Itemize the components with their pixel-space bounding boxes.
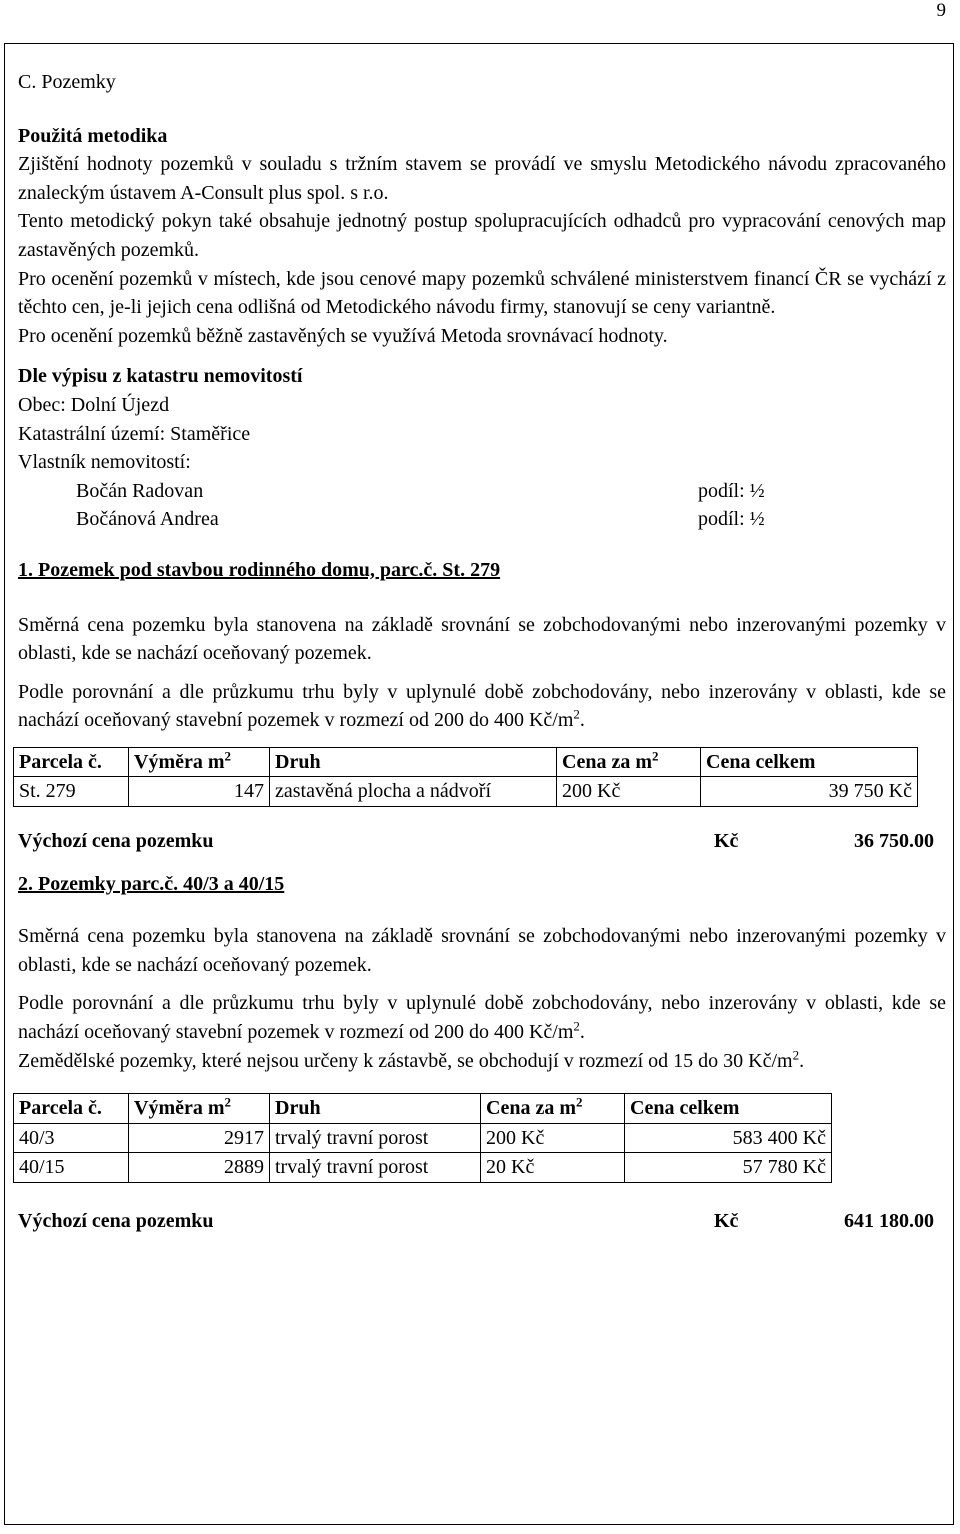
col-header-unit-price: Cena za $m^2$	[481, 1094, 625, 1124]
col-header-total-price: Cena celkem	[701, 747, 918, 777]
price-label: Výchozí cena pozemku	[18, 830, 214, 853]
cell-type: trvalý travní porost	[270, 1123, 481, 1153]
cell-parcel: St. 279	[14, 777, 129, 807]
cadastre-heading: Dle výpisu z katastru nemovitostí	[18, 365, 303, 388]
plot2-paragraph-1: Směrná cena pozemku byla stanovena na základě srovnání se zobchodovanými nebo inzerovanými pozemky v oblasti, kde se nachází oceňovaný pozemek.	[18, 925, 946, 976]
col-header-parcel: Parcela č.	[14, 747, 129, 777]
table-row	[14, 777, 918, 807]
owner-row	[18, 505, 946, 534]
plot1-price-row	[18, 827, 946, 856]
methodology-paragraph-4: Pro ocenění pozemků běžně zastavěných se využívá Metoda srovnávací hodnoty.	[18, 324, 668, 347]
owner-name: Bočánová Andrea	[76, 508, 219, 531]
plot1-section	[18, 556, 946, 856]
price-label: Výchozí cena pozemku	[18, 1210, 214, 1232]
col-header-type: Druh	[270, 1094, 481, 1124]
methodology-paragraph-3: Pro ocenění pozemků v místech, kde jsou cenové mapy pozemků schválené ministerstvem financí ČR se vychází z těchto cen, je-li jejich cena odlišná od Metodického návodu firmy, stanovují se ceny variantně.	[18, 267, 946, 319]
municipality: Obec: Dolní Újezd	[18, 393, 170, 416]
owner-row	[18, 477, 946, 506]
cell-total-price: 39 750 Kč	[701, 777, 918, 807]
plot1-paragraph-1: Směrná cena pozemku byla stanovena na základě srovnání se zobchodovanými nebo inzerovanými pozemky v oblasti, kde se nachází oceňovaný pozemek.	[18, 613, 946, 665]
plot1-paragraph-2: Podle porovnání a dle průzkumu trhu byly v uplynulé době zobchodovány, nebo inzerovány v oblasti, kde se nachází oceňovaný stavební pozemek v rozmezí od 200 do 400 $Kč/m^2$.	[18, 680, 946, 732]
col-header-area: Výměra $m^2$	[129, 1094, 270, 1124]
plot2-section	[18, 870, 946, 1236]
col-header-total-price: Cena celkem	[625, 1094, 832, 1124]
table-header-row	[14, 1094, 832, 1124]
section-title: C. Pozemky	[18, 71, 116, 93]
price-value: 641 180.00	[844, 1210, 934, 1232]
cell-unit-price: 200 Kč	[481, 1123, 625, 1153]
price-currency: Kč	[714, 830, 739, 853]
methodology-paragraph-1: Zjištění hodnoty pozemků v souladu s tržním stavem se provádí ve smyslu Metodického návodu zpracovaného znaleckým ústavem A-Consult plus spol. s r.o.	[18, 153, 946, 204]
cell-area: 2917	[129, 1123, 270, 1153]
table-row	[14, 1153, 832, 1183]
price-value: 36 750.00	[854, 830, 934, 853]
cadastre-section	[18, 362, 946, 534]
plot2-paragraph-2: Podle porovnání a dle průzkumu trhu byly v uplynulé době zobchodovány, nebo inzerovány v oblasti, kde se nachází oceňovaný stavební pozemek v rozmezí od 200 do 400 $Kč/m^2$.	[18, 992, 946, 1044]
cell-type: zastavěná plocha a nádvoří	[270, 777, 557, 807]
col-header-area: Výměra $m^2$	[129, 747, 270, 777]
cell-unit-price: 20 Kč	[481, 1153, 625, 1183]
cadastral-area: Katastrální území: Staměřice	[18, 422, 251, 445]
owner-share: podíl: ½	[698, 479, 765, 502]
owner-label: Vlastník nemovitostí:	[18, 451, 191, 474]
price-currency: Kč	[714, 1210, 739, 1232]
plot2-paragraph-3: Zemědělské pozemky, které nejsou určeny k zástavbě, se obchodují v rozmezí od 15 do 30 $Kč/m^2$.	[18, 1046, 805, 1072]
cell-type: trvalý travní porost	[270, 1153, 481, 1183]
plot1-heading: 1. Pozemek pod stavbou rodinného domu, parc.č. St. 279	[18, 558, 501, 581]
table-header-row	[14, 747, 918, 777]
owner-share: podíl: ½	[698, 508, 765, 531]
table-row	[14, 1123, 832, 1153]
col-header-unit-price: Cena za $m^2$	[557, 747, 701, 777]
cell-total-price: 57 780 Kč	[625, 1153, 832, 1183]
plot2-table	[13, 1093, 832, 1183]
cell-parcel: 40/15	[14, 1153, 129, 1183]
cell-unit-price: 200 Kč	[557, 777, 701, 807]
plot2-price-row	[18, 1207, 946, 1236]
owner-name: Bočán Radovan	[76, 479, 204, 502]
page-number: 9	[936, 0, 946, 21]
cell-area: 2889	[129, 1153, 270, 1183]
methodology-heading: Použitá metodika	[18, 124, 168, 147]
cell-total-price: 583 400 Kč	[625, 1123, 832, 1153]
col-header-type: Druh	[270, 747, 557, 777]
plot1-table	[13, 747, 918, 807]
cell-area: 147	[129, 777, 270, 807]
document-body	[18, 68, 946, 1236]
col-header-parcel: Parcela č.	[14, 1094, 129, 1124]
cell-parcel: 40/3	[14, 1123, 129, 1153]
plot2-heading: 2. Pozemky parc.č. 40/3 a 40/15	[18, 872, 285, 895]
methodology-section	[18, 122, 946, 351]
methodology-paragraph-2: Tento metodický pokyn také obsahuje jednotný postup spolupracujících odhadců pro vypracování cenových map zastavěných pozemků.	[18, 210, 946, 261]
